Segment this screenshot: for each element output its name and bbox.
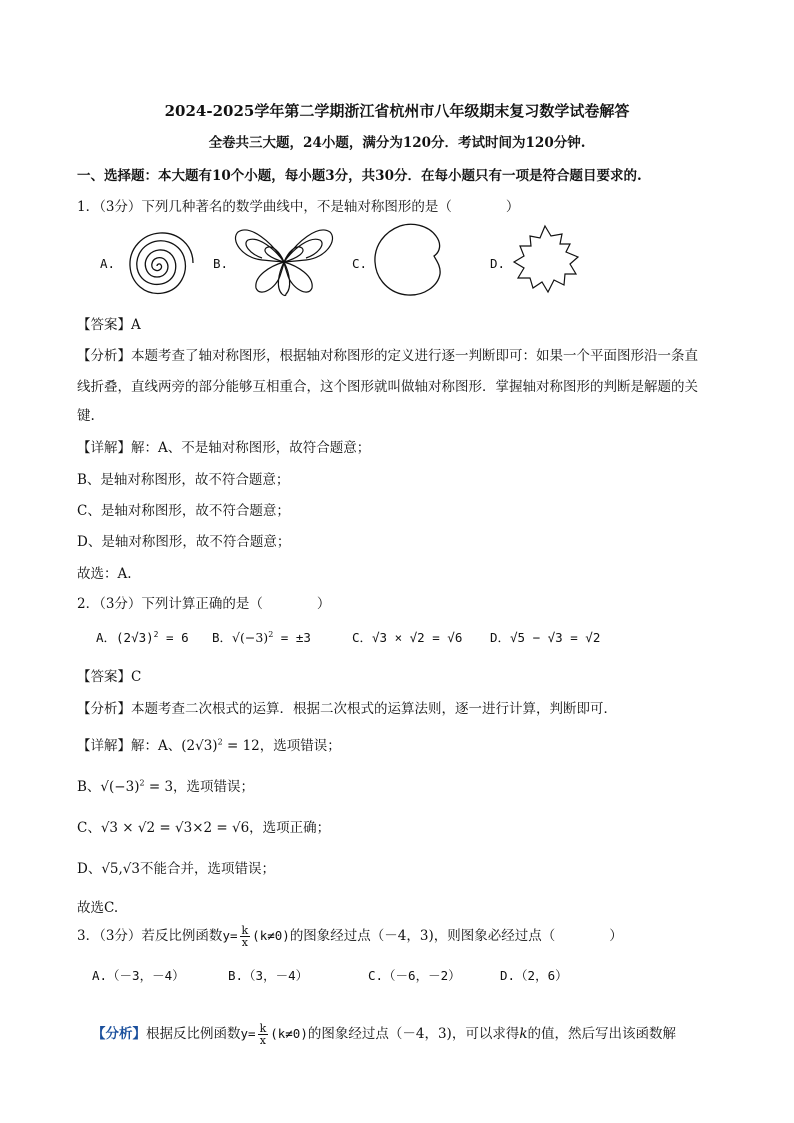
q2-answer: 【答案】C <box>77 669 142 685</box>
q2-option-c-expr: √3 × √2 = √6 <box>372 630 463 645</box>
q1-analysis-line-2: 线折叠，直线两旁的部分能够互相重合，这个图形就叫做轴对称图形．掌握轴对称图形的判断是解题的关 <box>77 379 698 395</box>
q2-detail-b-rhs: = 3，选项错误； <box>144 779 255 795</box>
q2-option-a-expr: (2√3) <box>116 630 154 645</box>
q3-y-eq: y= <box>222 928 238 943</box>
q2-detail-b-prefix: B、 <box>77 779 101 795</box>
q2-option-a-rhs: = 6 <box>158 630 189 645</box>
q2-option-a-label: A． <box>96 630 117 645</box>
butterfly-curve-icon <box>232 222 337 302</box>
q3-stem <box>77 924 623 948</box>
q1-option-d-label: D. <box>490 256 506 271</box>
q2-analysis: 【分析】本题考查二次根式的运算．根据二次根式的运算法则，逐一进行计算，判断即可． <box>77 701 617 717</box>
q3-option-c: C.（－6，－2） <box>368 968 461 983</box>
q1-answer: 【答案】A <box>77 317 141 333</box>
q3-analysis-fraction <box>258 1023 269 1046</box>
q2-option-b-label: B． <box>212 630 233 645</box>
spiral-curve-icon <box>123 222 198 302</box>
q1-stem: 1．（3分）下列几种著名的数学曲线中，不是轴对称图形的是（ ） <box>77 199 520 215</box>
q1-detail-line-3: C、是轴对称图形，故不符合题意； <box>77 503 290 519</box>
q2-option-a <box>96 628 189 646</box>
q2-detail-c: C、√3 × √2 = √3×2 = √6，选项正确； <box>77 820 331 836</box>
q2-detail-a-expr: (2√3) <box>181 738 218 754</box>
q3-option-a: A.（－3，－4） <box>92 968 185 983</box>
q2-option-b-rhs: = ±3 <box>273 630 311 645</box>
q3-fraction <box>240 925 251 948</box>
q2-option-c-label: C． <box>352 630 373 645</box>
q2-option-b <box>212 628 311 646</box>
q3-analysis-frac-num: k <box>259 1022 267 1035</box>
q2-option-d <box>490 628 600 646</box>
q1-analysis-line-1: 【分析】本题考查了轴对称图形，根据轴对称图形的定义进行逐一判断即可：如果一个平面图形沿一条直 <box>77 348 698 364</box>
q2-option-a-exponent: 2 <box>153 629 159 639</box>
q3-analysis-condition: (k≠0) <box>270 1026 308 1041</box>
q1-option-c-label: C. <box>352 256 368 271</box>
q3-frac-den: x <box>241 936 248 949</box>
q2-detail-d: D、√5,√3不能合并，选项错误； <box>77 861 275 877</box>
q2-option-c <box>352 628 462 646</box>
q2-detail-b-expr: $√(-3)^2$ <box>100 778 145 795</box>
q1-analysis-line-3: 键. <box>77 408 95 424</box>
q3-stem-prefix: 3．（3分）若反比例函数 <box>77 928 223 944</box>
q2-detail-a-prefix: 【详解】解：A、 <box>77 738 182 754</box>
q2-option-d-expr: √5 − √3 = √2 <box>510 630 601 645</box>
q3-analysis-prefix: 根据反比例函数 <box>146 1026 241 1042</box>
section-heading: 一、选择题：本大题有10个小题，每小题3分，共30分．在每小题只有一项是符合题目要求的. <box>77 168 642 184</box>
q2-option-b-expr: $√(-3)^2$ <box>232 629 274 645</box>
q3-stem-suffix: 的图象经过点（－4，3)，则图象必经过点（ ） <box>289 928 623 944</box>
q2-final: 故选C. <box>77 900 119 916</box>
q3-frac-num: k <box>241 924 249 937</box>
q3-analysis-end: 的值，然后写出该函数解 <box>527 1026 677 1042</box>
q2-detail-a-exponent: 2 <box>217 737 223 747</box>
q3-analysis-k: k <box>519 1026 528 1042</box>
q2-option-d-label: D． <box>490 630 511 645</box>
q3-option-d: D.（2，6） <box>500 968 568 983</box>
page-subtitle: 全卷共三大题，24小题，满分为120分．考试时间为120分钟. <box>208 135 586 151</box>
q3-analysis-suffix: 的图象经过点（－4，3)，可以求得 <box>307 1026 520 1042</box>
q2-stem: 2．（3分）下列计算正确的是（ ） <box>77 596 331 612</box>
q3-analysis-tag: 【分析】 <box>92 1026 146 1042</box>
q1-detail-line-1: 【详解】解：A、不是轴对称图形，故符合题意； <box>77 440 371 456</box>
q1-detail-line-4: D、是轴对称图形，故不符合题意； <box>77 534 291 550</box>
q3-analysis-y-eq: y= <box>240 1026 256 1041</box>
q1-option-b-label: B. <box>213 256 229 271</box>
q1-final: 故选：A. <box>77 566 132 582</box>
koch-snowflake-icon <box>508 222 583 300</box>
q1-option-a-label: A. <box>100 256 116 271</box>
q2-detail-b <box>77 775 254 795</box>
q1-detail-line-2: B、是轴对称图形，故不符合题意； <box>77 472 290 488</box>
q3-option-b: B.（3，－4） <box>228 968 309 983</box>
q2-detail-a <box>77 734 341 754</box>
q3-condition: (k≠0) <box>252 928 290 943</box>
page-title: 2024-2025学年第二学期浙江省杭州市八年级期末复习数学试卷解答 <box>164 102 630 120</box>
q3-analysis-frac-den: x <box>259 1034 266 1047</box>
q2-detail-a-rhs: = 12，选项错误； <box>222 738 341 754</box>
q3-analysis <box>92 1022 676 1046</box>
cardioid-curve-icon <box>370 220 445 300</box>
